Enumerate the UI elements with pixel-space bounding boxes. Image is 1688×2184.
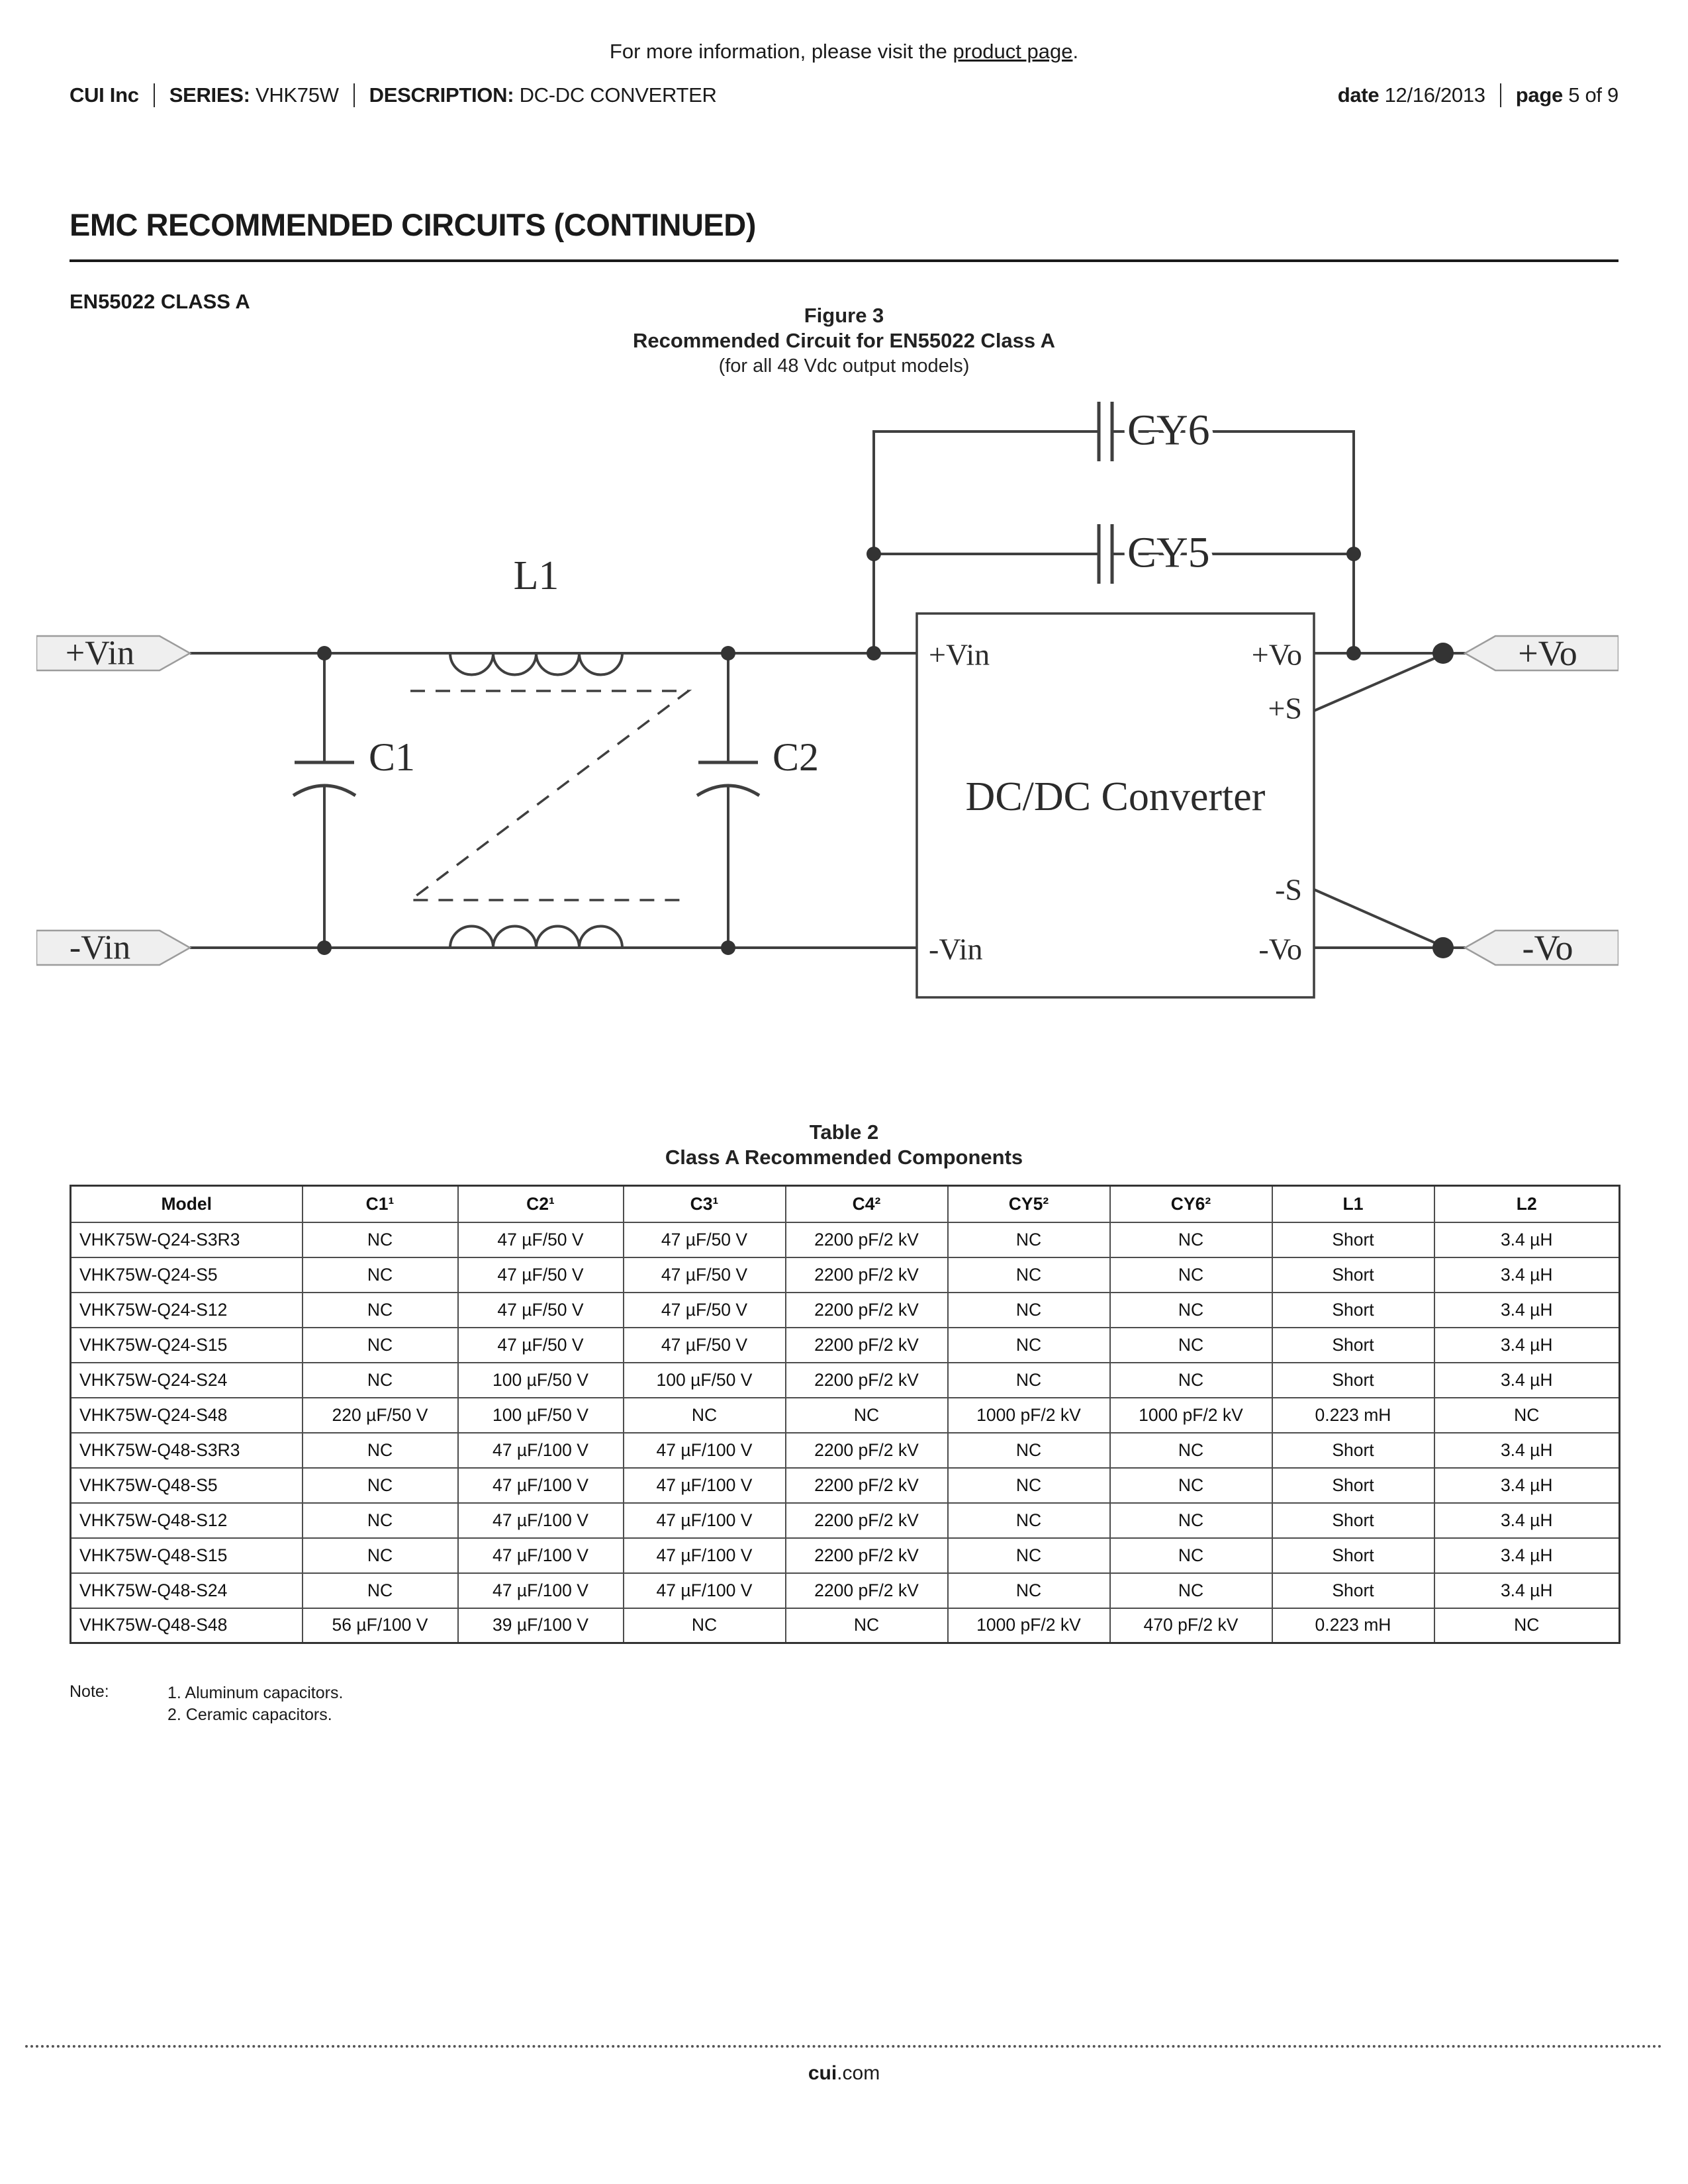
component-cell: NC <box>1110 1468 1272 1503</box>
component-cell: NC <box>948 1433 1110 1468</box>
model-cell: VHK75W-Q24-S3R3 <box>71 1222 303 1257</box>
series-value: VHK75W <box>255 83 339 107</box>
table-row <box>71 1573 1620 1608</box>
component-cell: 3.4 µH <box>1434 1257 1620 1293</box>
component-cell: 47 µF/100 V <box>458 1538 624 1573</box>
vo-minus-label: -Vo <box>1522 928 1573 968</box>
component-cell: 2200 pF/2 kV <box>786 1503 948 1538</box>
table-row <box>71 1328 1620 1363</box>
pin-vo-plus: +Vo <box>1251 637 1302 672</box>
model-cell: VHK75W-Q24-S48 <box>71 1398 303 1433</box>
component-cell: 47 µF/50 V <box>458 1293 624 1328</box>
junction-dot <box>1432 937 1454 958</box>
page-label: page <box>1515 83 1563 107</box>
component-cell: Short <box>1272 1503 1434 1538</box>
model-cell: VHK75W-Q48-S15 <box>71 1538 303 1573</box>
document-header <box>70 83 1618 107</box>
figure-number: Figure 3 <box>804 304 884 327</box>
component-cell: NC <box>303 1468 458 1503</box>
component-cell: 47 µF/50 V <box>458 1257 624 1293</box>
component-cell: NC <box>948 1468 1110 1503</box>
component-cell: Short <box>1272 1538 1434 1573</box>
component-cell: NC <box>786 1608 948 1643</box>
converter-box-title: DC/DC Converter <box>965 774 1266 819</box>
component-cell: 47 µF/100 V <box>458 1468 624 1503</box>
component-cell: 3.4 µH <box>1434 1538 1620 1573</box>
c2-label: C2 <box>773 735 820 779</box>
component-cell: NC <box>1110 1363 1272 1398</box>
description-field <box>369 83 717 107</box>
component-cell: 100 µF/50 V <box>458 1398 624 1433</box>
product-page-link[interactable]: product page <box>953 40 1073 63</box>
model-cell: VHK75W-Q24-S24 <box>71 1363 303 1398</box>
component-cell: NC <box>303 1222 458 1257</box>
component-cell: NC <box>303 1433 458 1468</box>
component-cell: 2200 pF/2 kV <box>786 1293 948 1328</box>
col-header-c3: C3¹ <box>624 1186 786 1222</box>
section-title-rule <box>70 259 1618 262</box>
junction-dot <box>317 646 332 660</box>
junction-dot <box>1346 646 1361 660</box>
component-cell: NC <box>624 1398 786 1433</box>
component-cell: 2200 pF/2 kV <box>786 1468 948 1503</box>
model-cell: VHK75W-Q48-S5 <box>71 1468 303 1503</box>
figure-title: Recommended Circuit for EN55022 Class A <box>632 329 1055 352</box>
pin-vin-plus: +Vin <box>929 637 990 672</box>
table-row <box>71 1433 1620 1468</box>
component-cell: 2200 pF/2 kV <box>786 1257 948 1293</box>
component-cell: NC <box>948 1222 1110 1257</box>
component-cell: 47 µF/50 V <box>624 1257 786 1293</box>
component-cell: 3.4 µH <box>1434 1363 1620 1398</box>
junction-dot <box>721 940 735 955</box>
component-cell: 1000 pF/2 kV <box>948 1608 1110 1643</box>
top-note <box>0 40 1688 64</box>
table-row <box>71 1503 1620 1538</box>
date-field <box>1338 83 1485 107</box>
component-cell: NC <box>948 1538 1110 1573</box>
component-cell: NC <box>1110 1433 1272 1468</box>
col-header-l1: L1 <box>1272 1186 1434 1222</box>
model-cell: VHK75W-Q24-S5 <box>71 1257 303 1293</box>
company-name: CUI Inc <box>70 83 139 107</box>
inductor-l1-bottom-winding <box>450 927 622 948</box>
footer-site-rest: .com <box>837 2062 880 2084</box>
model-cell: VHK75W-Q24-S15 <box>71 1328 303 1363</box>
table-title: Class A Recommended Components <box>665 1146 1023 1169</box>
pin-vin-minus: -Vin <box>929 932 983 966</box>
col-header-cy5: CY5² <box>948 1186 1110 1222</box>
component-cell: NC <box>1110 1293 1272 1328</box>
pin-vo-minus: -Vo <box>1258 932 1302 966</box>
component-cell: Short <box>1272 1573 1434 1608</box>
table-header-row <box>71 1186 1620 1222</box>
description-value: DC-DC CONVERTER <box>519 83 717 107</box>
component-cell: 3.4 µH <box>1434 1503 1620 1538</box>
table-number: Table 2 <box>809 1120 879 1144</box>
figure-note: (for all 48 Vdc output models) <box>718 355 970 377</box>
component-cell: 47 µF/50 V <box>624 1222 786 1257</box>
component-cell: NC <box>303 1573 458 1608</box>
vin-minus-label: -Vin <box>69 929 131 967</box>
series-field <box>169 83 339 107</box>
component-cell: NC <box>948 1293 1110 1328</box>
component-cell: NC <box>303 1328 458 1363</box>
description-label: DESCRIPTION: <box>369 83 514 107</box>
components-table-body <box>71 1222 1620 1643</box>
component-cell: 3.4 µH <box>1434 1433 1620 1468</box>
note-item: 1. Aluminum capacitors. <box>167 1684 344 1702</box>
table-notes <box>70 1682 343 1726</box>
junction-dot <box>867 547 881 561</box>
col-header-c4: C4² <box>786 1186 948 1222</box>
component-cell: 47 µF/100 V <box>624 1468 786 1503</box>
component-cell: 47 µF/50 V <box>458 1222 624 1257</box>
header-right <box>1338 83 1618 107</box>
component-cell: 3.4 µH <box>1434 1222 1620 1257</box>
component-cell: 56 µF/100 V <box>303 1608 458 1643</box>
component-cell: NC <box>1110 1538 1272 1573</box>
table-row <box>71 1398 1620 1433</box>
component-cell: 3.4 µH <box>1434 1468 1620 1503</box>
model-cell: VHK75W-Q48-S3R3 <box>71 1433 303 1468</box>
c1-label: C1 <box>369 735 416 779</box>
component-cell: 220 µF/50 V <box>303 1398 458 1433</box>
col-header-c1: C1¹ <box>303 1186 458 1222</box>
pin-s-plus: +S <box>1268 691 1302 725</box>
component-cell: 470 pF/2 kV <box>1110 1608 1272 1643</box>
top-note-prefix: For more information, please visit the <box>609 40 953 63</box>
component-cell: Short <box>1272 1328 1434 1363</box>
page-value: 5 of 9 <box>1568 83 1618 107</box>
note-items <box>167 1682 343 1726</box>
col-header-cy6: CY6² <box>1110 1186 1272 1222</box>
cy5-label: CY5 <box>1127 528 1210 577</box>
footer-site-bold: cui <box>808 2062 837 2084</box>
component-cell: 100 µF/50 V <box>624 1363 786 1398</box>
model-cell: VHK75W-Q48-S24 <box>71 1573 303 1608</box>
subsection-title: EN55022 CLASS A <box>70 290 250 313</box>
table-row <box>71 1222 1620 1257</box>
component-cell: 2200 pF/2 kV <box>786 1222 948 1257</box>
junction-dot <box>317 940 332 955</box>
vo-plus-label: +Vo <box>1518 633 1577 673</box>
table-row <box>71 1468 1620 1503</box>
circuit-diagram <box>36 392 1618 1021</box>
note-label: Note: <box>70 1682 109 1701</box>
footer-divider <box>25 2045 1663 2048</box>
component-cell: Short <box>1272 1363 1434 1398</box>
table-row <box>71 1608 1620 1643</box>
component-cell: 3.4 µH <box>1434 1573 1620 1608</box>
model-cell: VHK75W-Q48-S48 <box>71 1608 303 1643</box>
date-label: date <box>1337 83 1380 107</box>
figure-caption <box>70 303 1618 379</box>
component-cell: Short <box>1272 1433 1434 1468</box>
date-value: 12/16/2013 <box>1384 83 1485 107</box>
component-cell: NC <box>303 1538 458 1573</box>
components-table <box>70 1185 1620 1644</box>
header-left <box>70 83 717 107</box>
component-cell: Short <box>1272 1293 1434 1328</box>
note-item: 2. Ceramic capacitors. <box>167 1706 332 1724</box>
component-cell: NC <box>1110 1222 1272 1257</box>
cy6-label: CY6 <box>1127 406 1210 455</box>
footer-site <box>0 2062 1688 2085</box>
junction-dot <box>721 646 735 660</box>
component-cell: 3.4 µH <box>1434 1328 1620 1363</box>
component-cell: 100 µF/50 V <box>458 1363 624 1398</box>
component-cell: Short <box>1272 1222 1434 1257</box>
table-row <box>71 1257 1620 1293</box>
junction-dot <box>1346 547 1361 561</box>
col-header-l2: L2 <box>1434 1186 1620 1222</box>
component-cell: 47 µF/100 V <box>624 1573 786 1608</box>
capacitor-cy6-plates <box>1099 402 1112 461</box>
component-cell: 2200 pF/2 kV <box>786 1433 948 1468</box>
component-cell: NC <box>624 1608 786 1643</box>
component-cell: 39 µF/100 V <box>458 1608 624 1643</box>
section-title: EMC RECOMMENDED CIRCUITS (CONTINUED) <box>70 207 756 242</box>
component-cell: NC <box>948 1363 1110 1398</box>
table-row <box>71 1538 1620 1573</box>
header-divider <box>1500 83 1501 107</box>
series-label: SERIES: <box>169 83 250 107</box>
component-cell: 47 µF/100 V <box>458 1433 624 1468</box>
component-cell: NC <box>948 1257 1110 1293</box>
component-cell: 47 µF/100 V <box>624 1433 786 1468</box>
component-cell: NC <box>1110 1503 1272 1538</box>
component-cell: 2200 pF/2 kV <box>786 1573 948 1608</box>
component-cell: NC <box>1110 1573 1272 1608</box>
component-cell: 2200 pF/2 kV <box>786 1363 948 1398</box>
l1-label: L1 <box>513 553 559 598</box>
table-row <box>71 1293 1620 1328</box>
model-cell: VHK75W-Q48-S12 <box>71 1503 303 1538</box>
component-cell: NC <box>303 1363 458 1398</box>
pin-s-minus: -S <box>1275 872 1302 907</box>
component-cell: NC <box>303 1257 458 1293</box>
inductor-l1-top-winding <box>450 653 622 675</box>
top-note-suffix: . <box>1072 40 1079 63</box>
table-row <box>71 1363 1620 1398</box>
component-cell: 2200 pF/2 kV <box>786 1538 948 1573</box>
model-cell: VHK75W-Q24-S12 <box>71 1293 303 1328</box>
component-cell: 47 µF/100 V <box>624 1538 786 1573</box>
component-cell: 47 µF/50 V <box>624 1293 786 1328</box>
component-cell: NC <box>948 1573 1110 1608</box>
col-header-c2: C2¹ <box>458 1186 624 1222</box>
junction-dot <box>1432 643 1454 664</box>
component-cell: NC <box>303 1503 458 1538</box>
capacitor-cy5-plates <box>1099 524 1112 584</box>
component-cell: NC <box>1434 1398 1620 1433</box>
choke-core-dashed <box>410 691 688 900</box>
junction-dot <box>867 646 881 660</box>
component-cell: NC <box>948 1328 1110 1363</box>
component-cell: NC <box>1110 1257 1272 1293</box>
component-cell: NC <box>948 1503 1110 1538</box>
component-cell: NC <box>786 1398 948 1433</box>
col-header-model: Model <box>71 1186 303 1222</box>
component-cell: 1000 pF/2 kV <box>948 1398 1110 1433</box>
table-caption <box>70 1120 1618 1170</box>
component-cell: 3.4 µH <box>1434 1293 1620 1328</box>
component-cell: 47 µF/100 V <box>458 1503 624 1538</box>
component-cell: NC <box>1110 1328 1272 1363</box>
component-cell: 0.223 mH <box>1272 1398 1434 1433</box>
component-cell: NC <box>1434 1608 1620 1643</box>
vin-plus-label: +Vin <box>65 634 135 672</box>
component-cell: 47 µF/50 V <box>624 1328 786 1363</box>
component-cell: 47 µF/100 V <box>624 1503 786 1538</box>
component-cell: 1000 pF/2 kV <box>1110 1398 1272 1433</box>
component-cell: 2200 pF/2 kV <box>786 1328 948 1363</box>
page-field <box>1516 83 1618 107</box>
component-cell: Short <box>1272 1257 1434 1293</box>
component-cell: 47 µF/100 V <box>458 1573 624 1608</box>
header-divider <box>353 83 355 107</box>
component-cell: 47 µF/50 V <box>458 1328 624 1363</box>
component-cell: NC <box>303 1293 458 1328</box>
component-cell: Short <box>1272 1468 1434 1503</box>
component-cell: 0.223 mH <box>1272 1608 1434 1643</box>
header-divider <box>154 83 155 107</box>
